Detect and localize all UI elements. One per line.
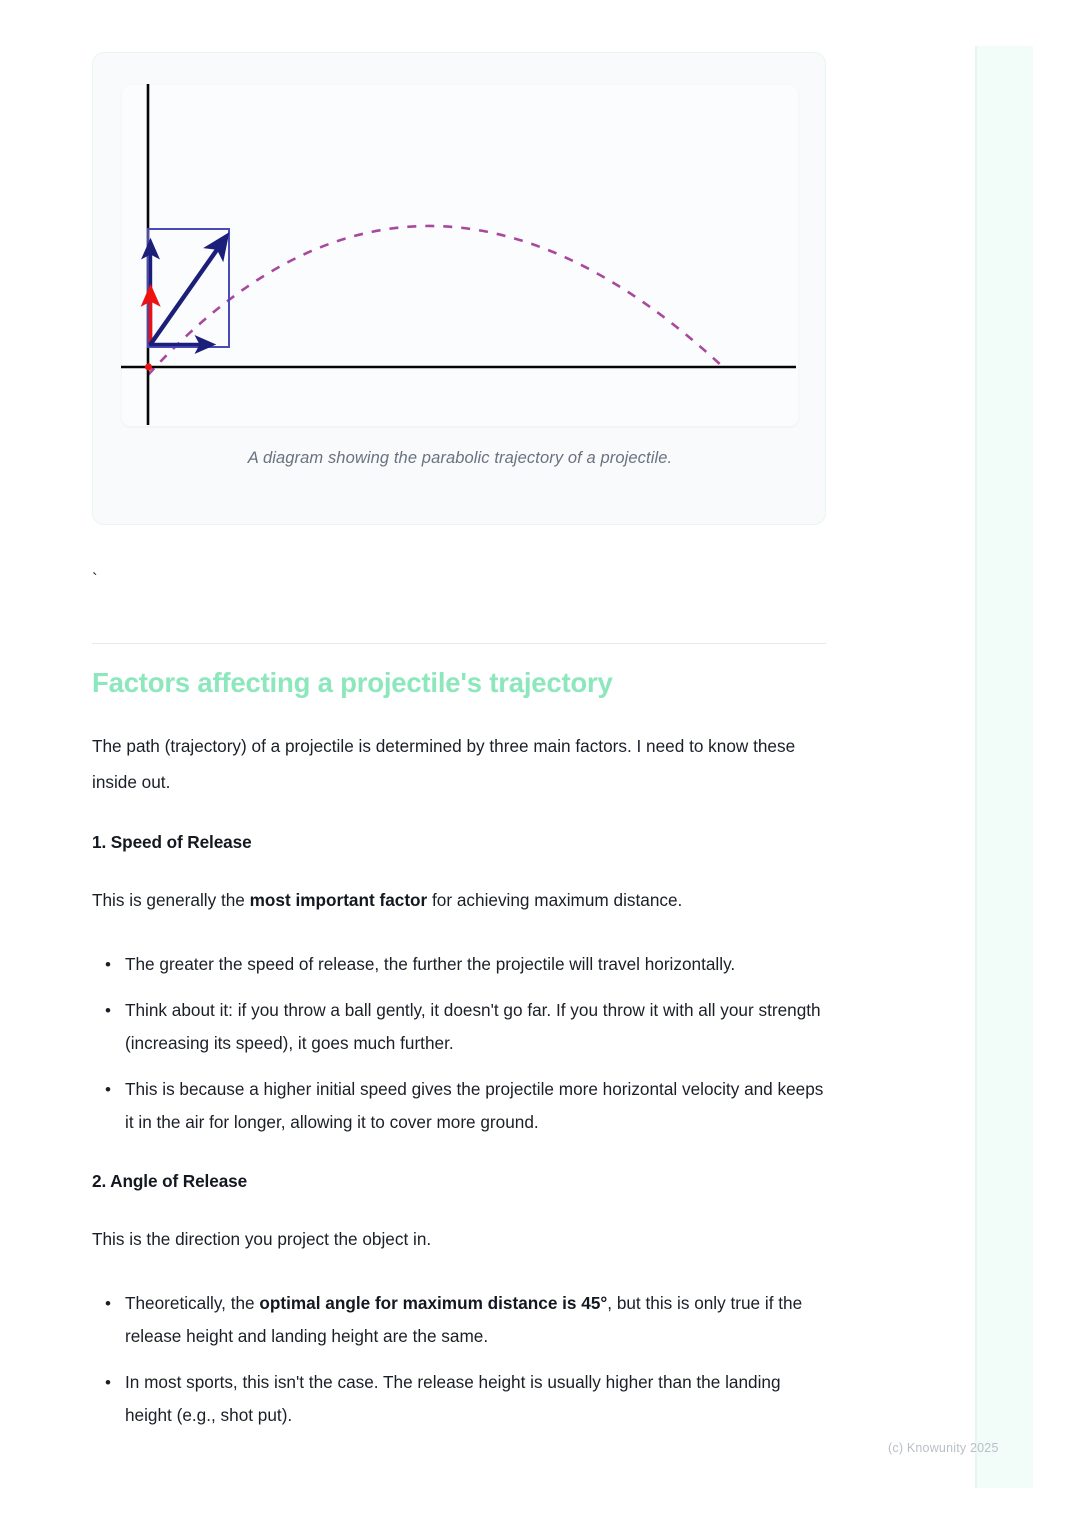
- list-item: • Think about it: if you throw a ball gently, it doesn't go far. If you throw it with all your strength (increasing its speed), it goes much further.: [125, 994, 828, 1060]
- list-item: • In most sports, this isn't the case. The release height is usually higher than the landing height (e.g., shot put).: [125, 1366, 828, 1432]
- subsection-heading-angle-of-release: 2. Angle of Release: [92, 1171, 248, 1191]
- parabolic-path-icon: [148, 226, 723, 375]
- list-item: [125, 1287, 828, 1353]
- page-edge-strip: [975, 46, 1033, 1488]
- figure-card: [92, 52, 826, 525]
- speed-of-release-bullet-list: [92, 948, 828, 1139]
- list-item: • This is because a higher initial speed gives the projectile more horizontal velocity and keeps it in the air for longer, allowing it to cover more ground.: [125, 1073, 828, 1139]
- figure-caption: A diagram showing the parabolic trajectory of a projectile.: [247, 449, 673, 467]
- release-point-icon: [145, 363, 152, 370]
- stray-backtick: `: [92, 570, 98, 589]
- copyright-watermark: (c) Knowunity 2025: [888, 1441, 999, 1455]
- article-body: [92, 666, 828, 1462]
- section-divider: [92, 643, 826, 644]
- intro-paragraph: The path (trajectory) of a projectile is determined by three main factors. I need to know these inside out.: [92, 736, 796, 792]
- bullet-text-emphasis: optimal angle for maximum distance is 45°: [259, 1293, 608, 1313]
- speed-of-release-lead: [92, 882, 828, 918]
- bullet-text-before: Theoretically, the: [125, 1293, 260, 1313]
- lead-text-emphasis: most important factor: [249, 890, 428, 910]
- lead-text-after: for achieving maximum distance.: [427, 890, 683, 910]
- subsection-heading-speed-of-release: 1. Speed of Release: [92, 832, 252, 852]
- angle-of-release-bullet-list: [92, 1287, 828, 1432]
- page-title: Factors affecting a projectile's trajectory: [92, 667, 613, 698]
- angle-of-release-lead: This is the direction you project the object in.: [92, 1229, 432, 1249]
- bullet-text-after: , but this is only true if the release height and landing height are the same.: [125, 1293, 803, 1346]
- lead-text-before: This is generally the: [92, 890, 250, 910]
- list-item: • The greater the speed of release, the further the projectile will travel horizontally.: [125, 948, 828, 981]
- resultant-velocity-arrow-icon: [150, 244, 221, 345]
- projectile-diagram: [93, 53, 827, 453]
